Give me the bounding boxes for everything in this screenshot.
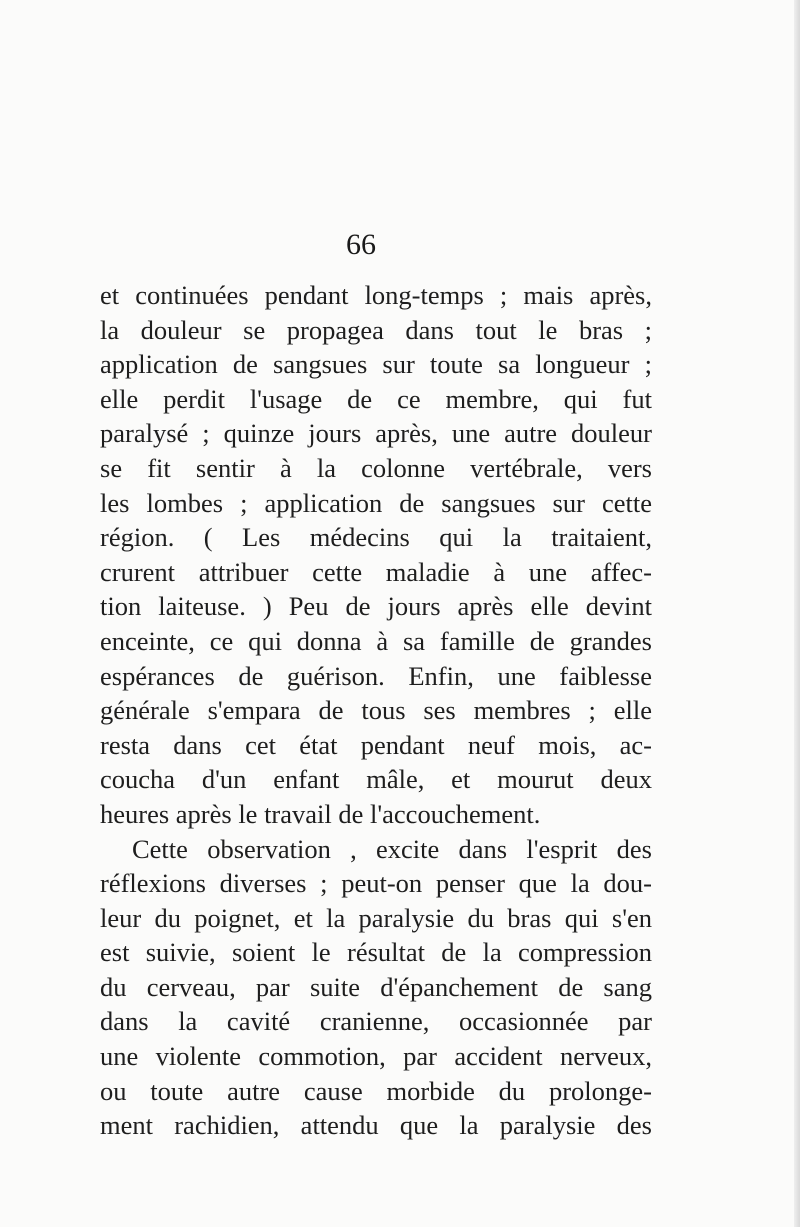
body-text bbox=[100, 278, 652, 1143]
text-line: coucha d'un enfant mâle, et mourut deux bbox=[100, 764, 652, 795]
page-number: 66 bbox=[346, 228, 376, 261]
text-line: elle perdit l'usage de ce membre, qui fut bbox=[100, 383, 652, 414]
page-edge-shadow bbox=[794, 0, 800, 1227]
text-line: région. ( Les médecins qui la traitaient, bbox=[100, 522, 652, 553]
text-line: leur du poignet, et la paralysie du bras qui s'en bbox=[100, 902, 652, 933]
paragraph-end-line: heures après le travail de l'accouchement. bbox=[100, 798, 541, 829]
text-line: est suivie, soient le résultat de la compression bbox=[100, 937, 652, 968]
text-line: application de sangsues sur toute sa longueur ; bbox=[100, 349, 652, 380]
text-line: resta dans cet état pendant neuf mois, ac- bbox=[100, 729, 652, 760]
text-line: espérances de guérison. Enfin, une faiblesse bbox=[100, 660, 652, 691]
text-line: du cerveau, par suite d'épanchement de sang bbox=[100, 971, 652, 1002]
text-line: crurent attribuer cette maladie à une affec- bbox=[100, 556, 652, 587]
text-line: et continuées pendant long-temps ; mais après, bbox=[100, 280, 652, 310]
text-line: paralysé ; quinze jours après, une autre douleur bbox=[100, 418, 652, 449]
text-line: la douleur se propagea dans tout le bras ; bbox=[100, 314, 652, 345]
paragraph-start-line: Cette observation , excite dans l'esprit des bbox=[132, 833, 652, 864]
text-line: ment rachidien, attendu que la paralysie des bbox=[100, 1110, 652, 1141]
text-line: ou toute autre cause morbide du prolonge- bbox=[100, 1075, 652, 1106]
text-line: générale s'empara de tous ses membres ; elle bbox=[100, 695, 652, 726]
text-line: enceinte, ce qui donna à sa famille de grandes bbox=[100, 625, 652, 656]
text-line: dans la cavité cranienne, occasionnée par bbox=[100, 1006, 652, 1037]
text-line: les lombes ; application de sangsues sur cette bbox=[100, 487, 652, 518]
text-line: une violente commotion, par accident nerveux, bbox=[100, 1041, 652, 1072]
text-line: réflexions diverses ; peut-on penser que la dou- bbox=[100, 868, 652, 899]
text-line: tion laiteuse. ) Peu de jours après elle devint bbox=[100, 591, 652, 622]
text-line: se fit sentir à la colonne vertébrale, vers bbox=[100, 452, 652, 483]
